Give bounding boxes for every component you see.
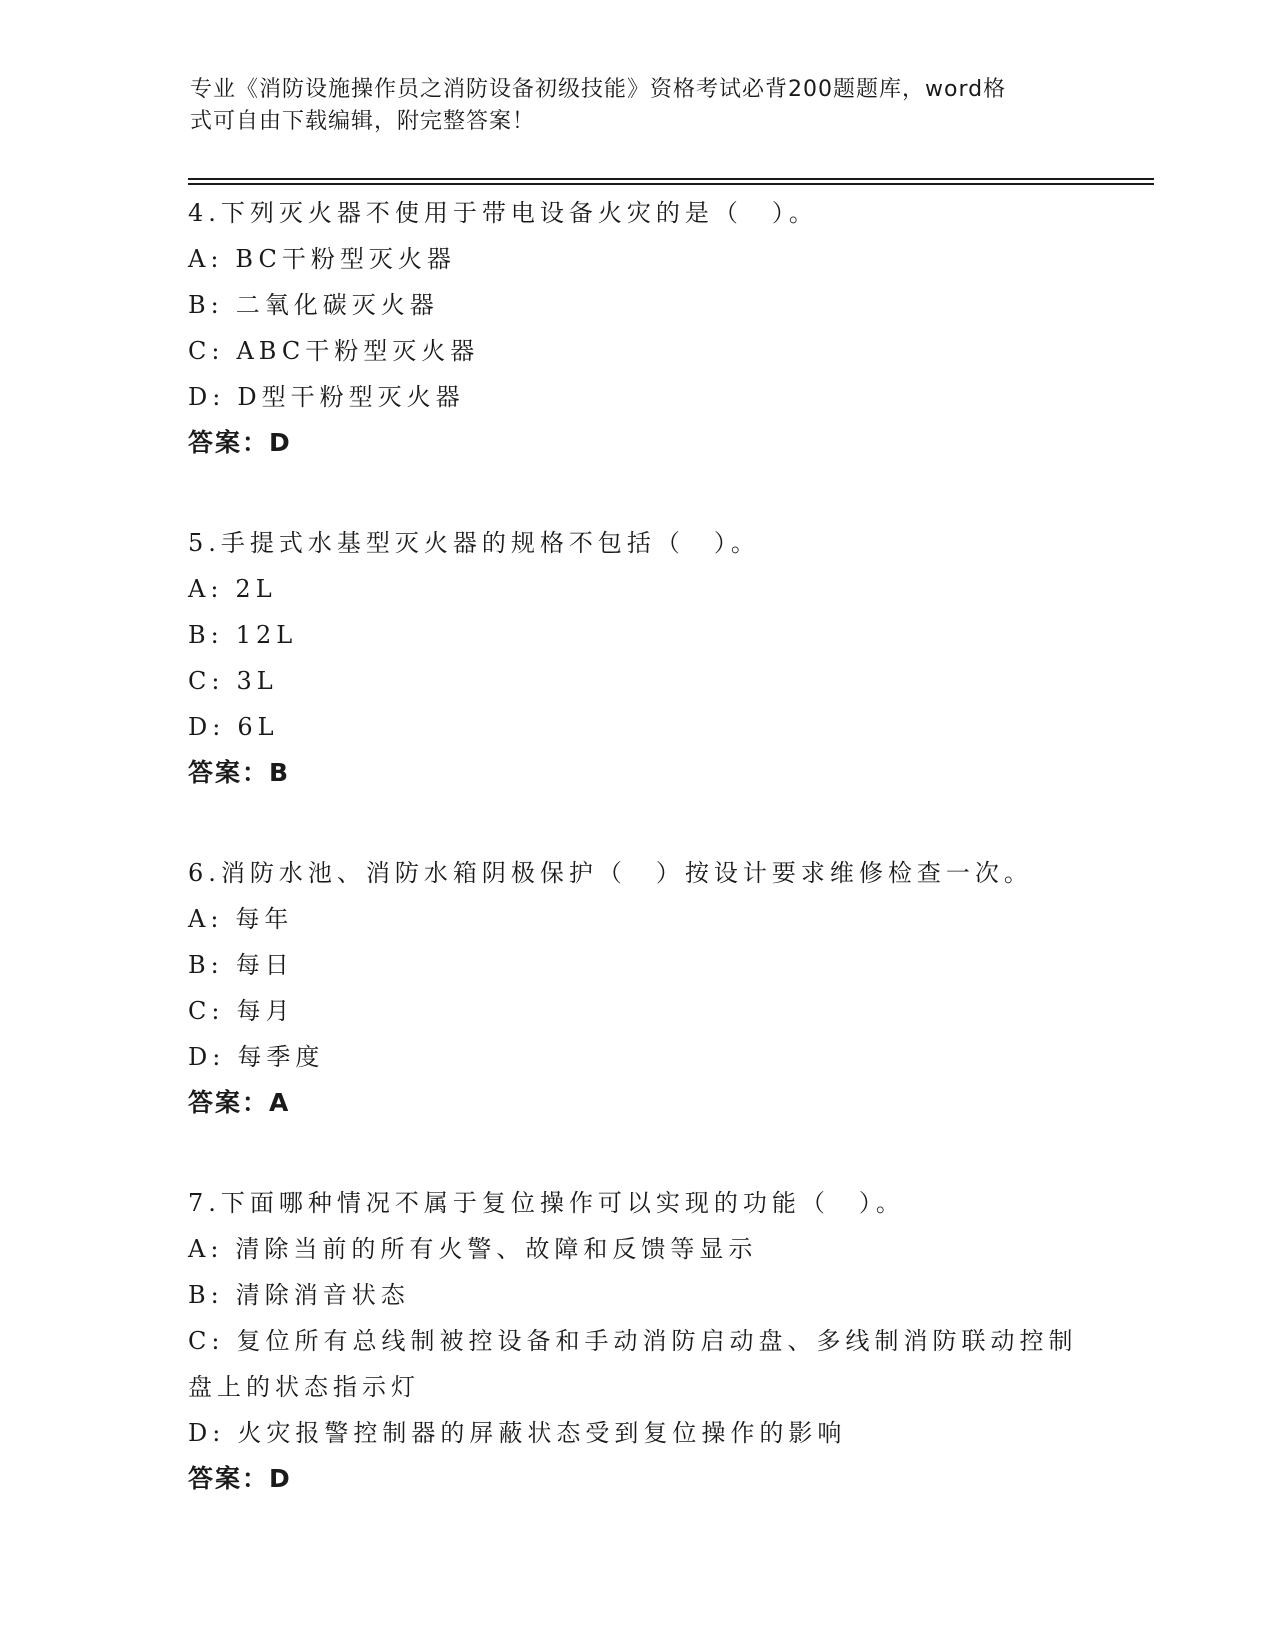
option-label: C: [188,997,225,1025]
answer-prefix: 答案： [188,428,270,457]
option-label: A: [188,905,224,933]
option-label: D: [188,713,226,741]
option-label: D: [188,1043,226,1071]
option-text: 每日 [235,951,294,979]
answer-value: D [269,1464,292,1493]
option-label: B: [188,291,224,319]
option-c [188,988,1088,1034]
answer-line [188,1456,1088,1502]
option-label: A: [188,1235,224,1263]
option-a [188,896,1088,942]
header-line-1: 专业《消防设施操作员之消防设备初级技能》资格考试必背200题题库，word格 [190,77,1007,102]
option-text: 3L [236,667,278,695]
option-text: 清除当前的所有火警、故障和反馈等显示 [235,1235,758,1263]
option-label: C: [188,667,225,695]
option-b [188,612,1088,658]
answer-prefix: 答案： [188,1464,270,1493]
option-c [188,658,1088,704]
answer-prefix: 答案： [188,1088,270,1117]
question-text: 6.消防水池、消防水箱阴极保护（ ）按设计要求维修检查一次。 [188,859,1033,887]
option-a [188,566,1088,612]
option-label: D: [188,1419,226,1447]
option-c [188,1318,1088,1410]
option-b [188,1272,1088,1318]
option-d [188,704,1088,750]
option-label: B: [188,621,224,649]
option-text: BC干粉型灭火器 [235,245,456,273]
answer-line [188,750,1088,796]
option-text: 每季度 [237,1043,325,1071]
option-b [188,282,1088,328]
option-text: 6L [237,713,279,741]
option-label: A: [188,245,224,273]
header-line-2: 式可自由下载编辑，附完整答案！ [190,109,536,134]
option-label: A: [188,575,224,603]
answer-value: A [269,1088,291,1117]
question-5 [188,520,1088,796]
option-label: C: [188,1327,225,1355]
document-header [190,74,1070,138]
option-text: ABC干粉型灭火器 [236,337,480,365]
option-text: 每月 [236,997,295,1025]
option-a [188,236,1088,282]
option-text: D型干粉型灭火器 [237,383,465,411]
option-label: B: [188,1281,224,1309]
option-text: 火灾报警控制器的屏蔽状态受到复位操作的影响 [237,1419,847,1447]
question-list [188,190,1088,1556]
header-divider-bottom [188,183,1154,185]
answer-line [188,1080,1088,1126]
option-text: 二氧化碳灭火器 [235,291,439,319]
option-text: 复位所有总线制被控设备和手动消防启动盘、多线制消防联动控制盘上的状态指示灯 [188,1327,1078,1401]
question-4 [188,190,1088,466]
option-text: 2L [235,575,277,603]
option-text: 每年 [235,905,294,933]
answer-prefix: 答案： [188,758,270,787]
option-label: D: [188,383,226,411]
question-text: 5.手提式水基型灭火器的规格不包括（ ）。 [188,529,760,557]
question-7 [188,1180,1088,1502]
option-d [188,1410,1088,1456]
option-b [188,942,1088,988]
question-text: 4.下列灭火器不使用于带电设备火灾的是（ ）。 [188,199,818,227]
answer-value: D [269,428,292,457]
option-label: C: [188,337,225,365]
option-label: B: [188,951,224,979]
answer-line [188,420,1088,466]
option-a [188,1226,1088,1272]
question-text: 7.下面哪种情况不属于复位操作可以实现的功能（ ）。 [188,1189,905,1217]
question-6 [188,850,1088,1126]
option-d [188,374,1088,420]
answer-value: B [269,758,291,787]
option-d [188,1034,1088,1080]
option-c [188,328,1088,374]
option-text: 12L [235,621,298,649]
header-divider-top [188,178,1154,180]
option-text: 清除消音状态 [235,1281,410,1309]
